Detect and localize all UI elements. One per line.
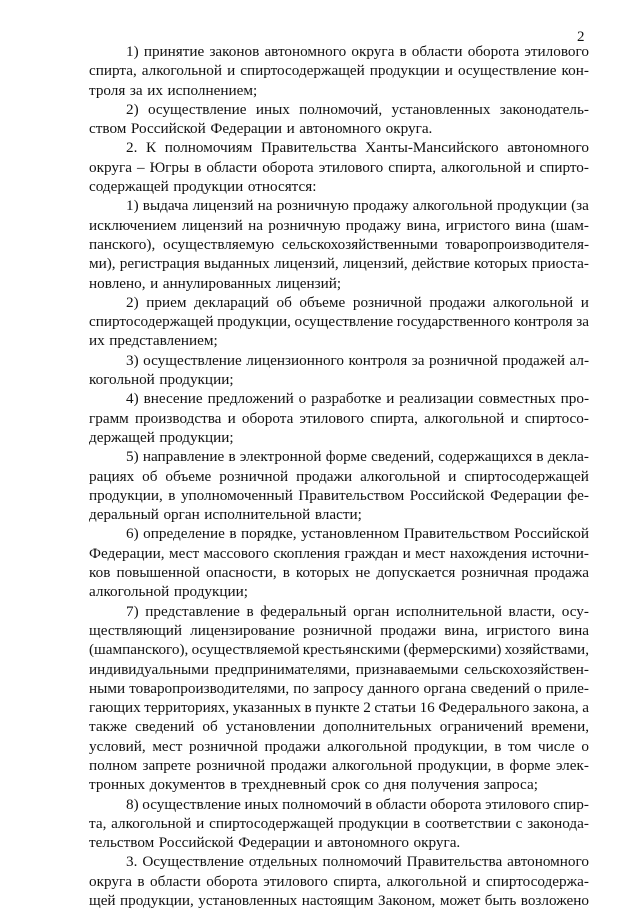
- text-line: (шампанского), осуществляемой крестьянскими (фермерскими) хозяйствами,: [89, 641, 589, 659]
- text-line: их представлением;: [89, 332, 218, 350]
- text-line: деральный орган исполнительной власти;: [89, 506, 362, 524]
- text-line: держащей продукции;: [89, 428, 234, 446]
- text-line: спиртосодержащей продукции, осуществление государственного контроля за: [89, 313, 589, 331]
- text-line: алкогольной продукции;: [89, 583, 248, 601]
- text-line: тельством Российской Федерации и автономного округа.: [89, 834, 461, 852]
- text-line: 2) осуществление иных полномочий, установленных законодатель-: [126, 100, 589, 118]
- page-number: 2: [577, 29, 585, 45]
- text-line: индивидуальными предпринимателями, признаваемыми сельскохозяйствен-: [89, 660, 589, 678]
- text-line: 2. К полномочиям Правительства Ханты-Мансийского автономного: [126, 139, 589, 157]
- text-line: грамм производства и оборота этилового спирта, алкогольной и спиртосо-: [89, 409, 589, 427]
- text-line: содержащей продукции относятся:: [89, 178, 317, 196]
- text-line: когольной продукции;: [89, 371, 234, 389]
- text-line: 1) принятие законов автономного округа в области оборота этилового: [126, 43, 589, 60]
- text-line: панского), осуществляемую сельскохозяйственными товаропроизводителя-: [89, 235, 589, 253]
- text-line: 4) внесение предложений о разработке и реализации совместных про-: [126, 390, 589, 408]
- text-line: та, алкогольной и спиртосодержащей продукции в соответствии с законода-: [89, 814, 589, 832]
- text-line: ми), регистрация выданных лицензий, лицензий, действие которых приоста-: [89, 255, 589, 273]
- text-line: ными товаропроизводителями, по запросу данного органа сведений о приле-: [89, 679, 589, 697]
- text-line: гающих территориях, указанных в пункте 2 статьи 16 Федерального закона, а: [89, 699, 589, 717]
- text-line: 1) выдача лицензий на розничную продажу алкогольной продукции (за: [126, 197, 589, 215]
- text-line: округа в области оборота этилового спирта, алкогольной и спиртосодержа-: [89, 872, 589, 890]
- text-line: троля за их исполнением;: [89, 81, 258, 99]
- text-line: полном запрете розничной продажи алкогольной продукции, в форме элек-: [89, 756, 589, 774]
- text-line: новлено, и аннулированных лицензий;: [89, 274, 342, 292]
- text-line: также сведений об установлении дополнительных ограничений времени,: [89, 718, 589, 736]
- text-line: 7) представление в федеральный орган исполнительной власти, осу-: [126, 602, 589, 620]
- text-line: щей продукции, установленных настоящим Законом, может быть возложено: [89, 892, 589, 910]
- text-line: 8) осуществление иных полномочий в области оборота этилового спир-: [126, 795, 589, 813]
- text-line: ством Российской Федерации и автономного округа.: [89, 120, 433, 138]
- text-line: Федерации, мест массового скопления граждан и мест нахождения источни-: [89, 544, 589, 562]
- text-line: спирта, алкогольной и спиртосодержащей продукции и осуществление кон-: [89, 62, 589, 80]
- text-line: 6) определение в порядке, установленном Правительством Российской: [126, 525, 589, 543]
- text-line: 3) осуществление лицензионного контроля за розничной продажей ал-: [126, 351, 589, 369]
- text-line: округа – Югры в области оборота этилового спирта, алкогольной и спирто-: [89, 158, 589, 176]
- text-line: условий, мест розничной продажи алкогольной продукции, в том числе о: [89, 737, 589, 755]
- text-line: рациях об объеме розничной продажи алкогольной и спиртосодержащей: [89, 467, 589, 485]
- document-body: [89, 42, 589, 910]
- text-line: 3. Осуществление отдельных полномочий Правительства автономного: [126, 853, 589, 871]
- text-line: исключением лицензий на розничную продажу вина, игристого вина (шам-: [89, 216, 589, 234]
- text-line: ков повышенной опасности, в которых не допускается розничная продажа: [89, 564, 589, 582]
- text-line: 2) прием деклараций об объеме розничной продажи алкогольной и: [126, 293, 589, 311]
- text-line: тронных документов в трехдневный срок со дня получения запроса;: [89, 776, 538, 794]
- text-line: 5) направление в электронной форме сведений, содержащихся в декла-: [126, 448, 589, 466]
- text-line: ществляющий лицензирование розничной продажи вина, игристого вина: [89, 621, 589, 639]
- text-line: продукции, в уполномоченный Правительством Российской Федерации фе-: [89, 486, 589, 504]
